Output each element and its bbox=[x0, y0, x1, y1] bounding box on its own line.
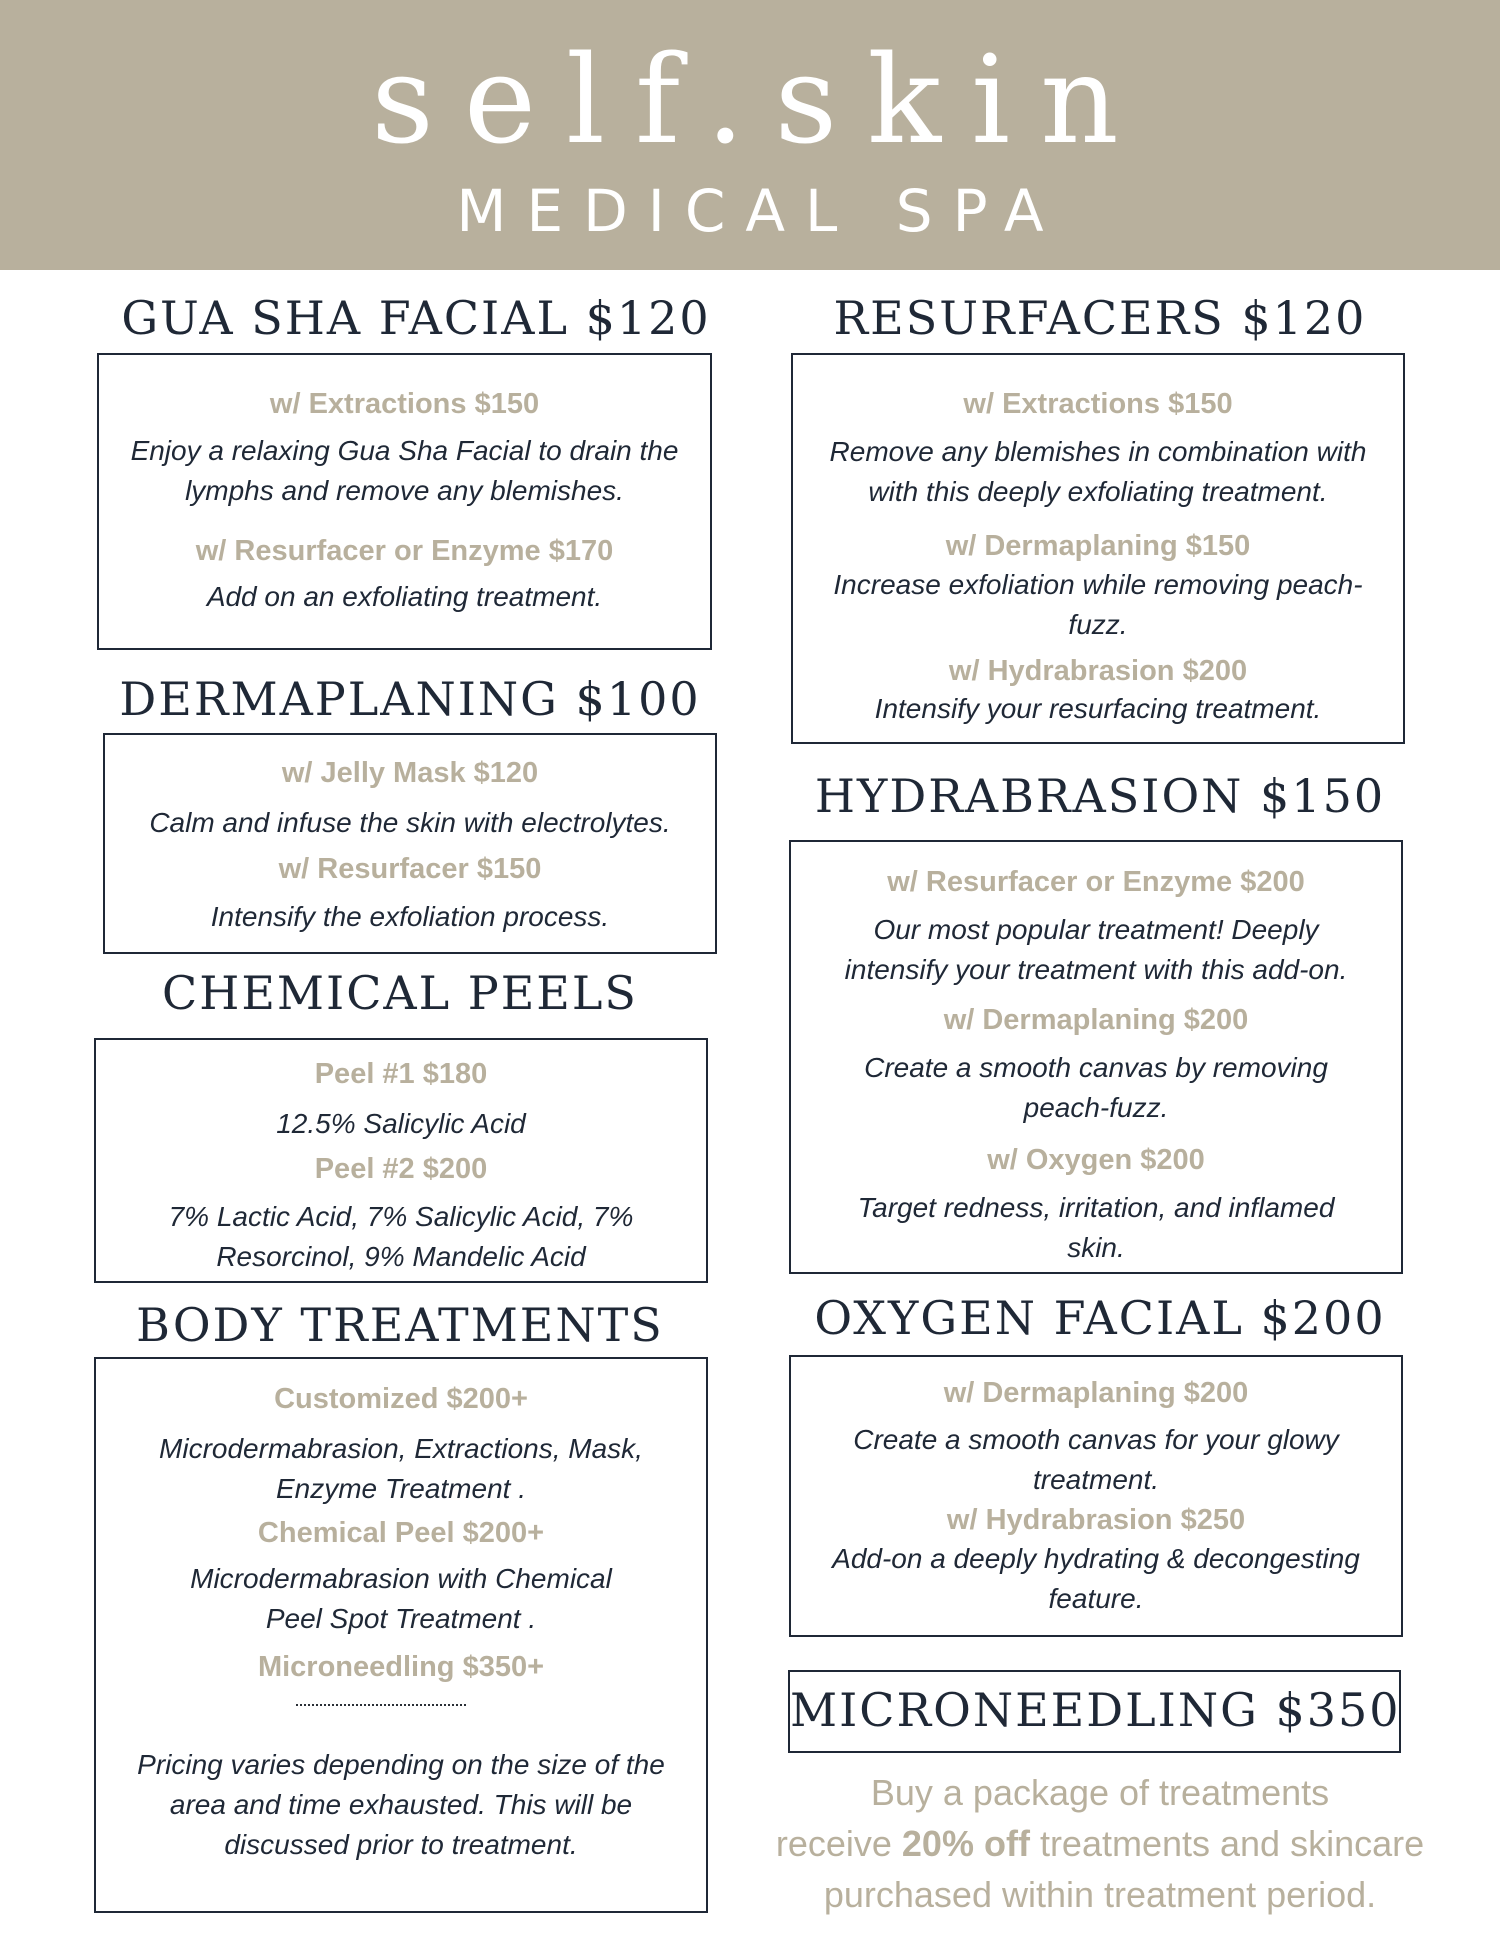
resurfacers-desc-3: Intensify your resurfacing treatment. bbox=[874, 693, 1322, 724]
oxygen-option-2: w/ Hydrabrasion $250 bbox=[946, 1504, 1246, 1536]
hydrabrasion-option-3: w/ Oxygen $200 bbox=[987, 1144, 1205, 1176]
promo-prefix: receive bbox=[775, 1823, 902, 1864]
dermaplaning-option-2: w/ Resurfacer $150 bbox=[278, 853, 542, 885]
peel-2-option: Peel #2 $200 bbox=[314, 1153, 488, 1185]
dermaplaning-box bbox=[103, 733, 717, 954]
peel-2-desc: 7% Lactic Acid, 7% Salicylic Acid, 7% Resorcinol, 9% Mandelic Acid bbox=[168, 1201, 634, 1272]
promo-suffix: treatments and skincare bbox=[1029, 1823, 1425, 1864]
dermaplaning-desc-2: Intensify the exfoliation process. bbox=[210, 901, 610, 932]
microneedling-title: MICRONEEDLING $350 bbox=[790, 1683, 1401, 1737]
brand-logo: self.skin bbox=[371, 29, 1149, 171]
gua-sha-option-2: w/ Resurfacer or Enzyme $170 bbox=[195, 535, 614, 567]
resurfacers-desc-1: Remove any blemishes in combination with with this deeply exfoliating treatment. bbox=[829, 436, 1367, 507]
hydrabrasion-option-2: w/ Dermaplaning $200 bbox=[943, 1004, 1249, 1036]
hydrabrasion-option-1: w/ Resurfacer or Enzyme $200 bbox=[887, 866, 1305, 898]
body-pricing-note: Pricing varies depending on the size of the area and time exhausted. This will be discussed prior to treatment. bbox=[137, 1749, 665, 1860]
resurfacers-desc-2: Increase exfoliation while removing peach-fuzz. bbox=[833, 569, 1363, 640]
resurfacers-title: RESURFACERS $120 bbox=[833, 291, 1367, 345]
peel-1-option: Peel #1 $180 bbox=[314, 1058, 488, 1090]
oxygen-desc-1: Create a smooth canvas for your glowy treatment. bbox=[853, 1424, 1339, 1495]
chemical-peels-title: CHEMICAL PEELS bbox=[162, 966, 638, 1020]
dermaplaning-desc-1: Calm and infuse the skin with electrolytes. bbox=[149, 807, 671, 838]
body-treatments-box bbox=[94, 1357, 708, 1913]
body-customized-option: Customized $200+ bbox=[274, 1383, 528, 1415]
oxygen-facial-title: OXYGEN FACIAL $200 bbox=[814, 1291, 1386, 1345]
chemical-peels-box bbox=[94, 1038, 708, 1283]
hydrabrasion-desc-3: Target redness, irritation, and inflamed skin. bbox=[857, 1192, 1335, 1263]
resurfacers-option-3: w/ Hydrabrasion $200 bbox=[948, 655, 1248, 687]
oxygen-option-1: w/ Dermaplaning $200 bbox=[943, 1377, 1249, 1409]
resurfacers-option-2: w/ Dermaplaning $150 bbox=[945, 530, 1251, 562]
gua-sha-title: GUA SHA FACIAL $120 bbox=[121, 291, 711, 345]
promo-text bbox=[740, 1767, 1460, 1920]
divider-dotted bbox=[296, 1704, 466, 1706]
hydrabrasion-desc-2: Create a smooth canvas by removing peach-fuzz. bbox=[864, 1052, 1328, 1123]
brand-subtitle: MEDICAL SPA bbox=[456, 177, 1064, 245]
hydrabrasion-desc-1: Our most popular treatment! Deeply intensify your treatment with this add-on. bbox=[844, 914, 1348, 985]
microneedling-box bbox=[788, 1670, 1401, 1753]
gua-sha-desc-1: Enjoy a relaxing Gua Sha Facial to drain the lymphs and remove any blemishes. bbox=[130, 435, 679, 506]
promo-discount: 20% off bbox=[901, 1823, 1030, 1864]
body-chemical-peel-desc: Microdermabrasion with Chemical Peel Spot Treatment . bbox=[190, 1563, 612, 1634]
promo-line-3: purchased within treatment period. bbox=[823, 1874, 1377, 1915]
hydrabrasion-title: HYDRABRASION $150 bbox=[814, 769, 1386, 823]
gua-sha-box bbox=[97, 353, 712, 650]
body-customized-desc: Microdermabrasion, Extractions, Mask, Enzyme Treatment . bbox=[159, 1433, 643, 1504]
body-microneedling-option: Microneedling $350+ bbox=[257, 1651, 545, 1683]
gua-sha-desc-2: Add on an exfoliating treatment. bbox=[206, 581, 603, 612]
gua-sha-option-1: w/ Extractions $150 bbox=[269, 388, 540, 420]
peel-1-desc: 12.5% Salicylic Acid bbox=[276, 1108, 526, 1139]
resurfacers-box bbox=[791, 353, 1405, 744]
body-chemical-peel-option: Chemical Peel $200+ bbox=[257, 1517, 545, 1549]
oxygen-desc-2: Add-on a deeply hydrating & decongesting feature. bbox=[832, 1543, 1360, 1614]
hydrabrasion-box bbox=[789, 840, 1403, 1274]
promo-line-1: Buy a package of treatments bbox=[870, 1772, 1330, 1813]
body-treatments-title: BODY TREATMENTS bbox=[136, 1298, 664, 1352]
promo-line-2 bbox=[740, 1818, 1460, 1869]
dermaplaning-title: DERMAPLANING $100 bbox=[119, 672, 701, 726]
oxygen-facial-box bbox=[789, 1355, 1403, 1637]
dermaplaning-option-1: w/ Jelly Mask $120 bbox=[281, 757, 539, 789]
resurfacers-option-1: w/ Extractions $150 bbox=[963, 388, 1233, 420]
header-banner bbox=[0, 0, 1500, 270]
